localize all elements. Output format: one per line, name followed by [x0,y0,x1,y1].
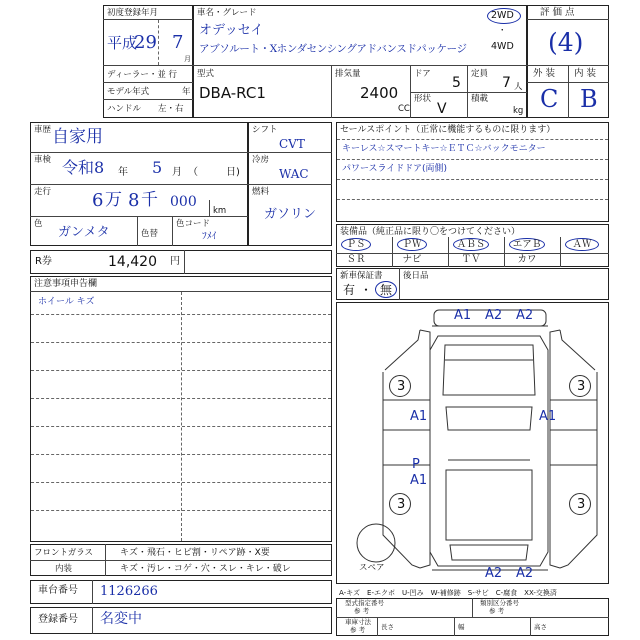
equip-airbag: エアＢ [512,239,542,250]
score-value: (4) [548,28,584,57]
after-items-label: 後日品 [403,271,429,281]
damage-right-front-door: A1 [539,409,557,424]
score-label: 評 価 点 [540,7,575,18]
color-code-label: 色コード [176,219,211,229]
warranty-label: 新車保証書 [340,271,383,281]
equipment-title: 装備品（純正品に限り〇をつけてください） [340,227,521,237]
damage-legend: A-キズ E-エクボ U-凹み W-補修跡 S-サビ C-腐食 XX-交換済 [339,589,557,597]
load-unit: kg [513,106,524,116]
ac-value: WAC [279,167,309,181]
damage-front-right: A2 [516,308,534,323]
sales-point-1: キーレス☆スマートキー☆ＥＴＣ☆バックモニター [342,144,546,154]
displacement-label: 排気量 [335,69,361,79]
inspection-day-unit: 日) [226,167,240,178]
handle-label: ハンドル [107,104,142,114]
damage-wheel-fr: 3 [577,379,586,394]
ac-label: 冷房 [252,155,270,165]
recycle-label: R券 [35,256,52,267]
footer-length-label: 車庫寸法 [345,618,371,626]
sales-points-title: セールスポイント（正常に機能するものに限ります） [340,125,556,135]
notes-title: 注意事項申告欄 [34,279,98,289]
fuel-label: 燃料 [252,187,270,197]
warranty-yes: 有 [343,283,356,297]
damage-left-rear-a1: A1 [410,473,428,488]
equip-tv: ＴＶ [461,254,481,265]
footer-l-label: 長さ [381,623,394,631]
chassis-label: 車台番号 [38,585,78,596]
car-name: オデッセイ [199,23,264,38]
notes-line-1: ホイール キズ [38,297,95,307]
capacity-unit: 人 [514,82,523,92]
displacement-value: 2400 [360,84,399,102]
mileage-10k: 6 [92,190,104,211]
equip-aw: ＡＷ [572,239,592,250]
inspection-month: 5 [152,158,163,177]
mileage-rest: 000 [170,194,197,210]
equip-sr: ＳＲ [346,254,366,265]
displacement-unit: CC [398,104,410,114]
damage-front-center: A2 [485,308,503,323]
fuel-value: ガソリン [264,207,317,222]
color-value: ガンメタ [58,225,110,240]
first-reg-month: 7 [172,32,184,53]
damage-left-rear-p: P [412,457,420,472]
doors-value: 5 [452,75,461,91]
usage-value: 自家用 [52,127,103,147]
model-year-unit: 年 [182,87,191,97]
inspection-month-unit: 月 [172,167,182,178]
footer-length-sub: 参 考 [350,626,366,634]
warranty-no: 無 [380,283,393,297]
handle-options: 左・右 [158,104,184,114]
registration-label: 登録番号 [38,614,78,625]
equip-abs: ＡＢＳ [456,239,486,250]
usage-label: 車歴 [34,125,52,135]
damage-front-left: A1 [454,308,472,323]
drive-dot: ・ [498,26,507,36]
load-label: 積載 [471,94,489,104]
car-grade: アブソルート・Xホンダセンシングアドバンスドパッケージ [199,43,467,55]
mileage-label: 走行 [34,187,52,197]
footer-model-sub: 参 考 [354,607,370,615]
windshield-options: キズ・飛石・ヒビ割・リペア跡・X要 [120,548,270,558]
recycle-unit: 円 [170,256,180,267]
inspection-label: 車検 [34,155,52,165]
color-change-label: 色替 [141,229,159,239]
inspection-year-unit: 年 [118,167,128,178]
footer-model-label: 型式指定番号 [345,599,384,607]
model-label: 型式 [197,69,215,79]
interior-label: 内 装 [574,68,597,79]
car-name-grade-label: 車名・グレード [197,8,257,18]
exterior-value: C [540,85,559,113]
interior-check-options: キズ・汚レ・コゲ・穴・スレ・キレ・破レ [120,564,291,574]
first-reg-era: 平成 [107,34,138,52]
footer-class-label: 類別区分番号 [480,599,519,607]
inspection-paren: （ [188,167,198,178]
windshield-label: フロントガラス [34,548,93,558]
first-reg-year: 29 [134,32,157,53]
exterior-label: 外 装 [533,68,556,79]
damage-wheel-rr: 3 [577,497,586,512]
drive-4wd: 4WD [491,41,514,52]
shape-value: V [437,101,447,117]
warranty-sep: ・ [360,283,373,297]
damage-wheel-rl: 3 [397,497,406,512]
damage-left-front-door: A1 [410,409,428,424]
equip-pw: ＰＷ [402,239,422,250]
color-label: 色 [34,219,43,229]
recycle-amount: 14,420 [108,254,157,270]
mileage-unit: km [213,206,227,216]
equip-navi: ナビ [402,254,422,265]
shape-label: 形状 [414,94,432,104]
shift-label: シフト [252,125,278,135]
dealer-label: ディーラー・並 行 [107,70,178,80]
model-value: DBA-RC1 [199,84,266,102]
capacity-value: 7 [502,75,511,91]
damage-rear-left: A2 [485,566,503,581]
equip-leather: カワ [517,254,537,265]
drive-2wd: 2WD [491,10,514,21]
capacity-label: 定員 [471,69,489,79]
first-reg-month-unit: 月 [184,55,191,63]
equip-ps: ＰＳ [346,239,366,250]
footer-h-label: 高さ [534,623,547,631]
damage-rear-right: A2 [516,566,534,581]
registration-value: 名変中 [100,611,142,627]
shift-value: CVT [279,137,305,151]
mileage-1k-unit: 千 [141,190,158,210]
spare-label: スペア [359,563,385,573]
mileage-10k-unit: 万 [105,190,122,210]
sales-point-2: パワースライドドア(両側) [342,164,448,174]
damage-wheel-fl: 3 [397,379,406,394]
mileage-1k: 8 [128,190,140,211]
interior-value: B [580,85,598,113]
chassis-value: 1126266 [100,584,158,599]
interior-check-label: 内装 [55,564,73,574]
model-year-label: モデル年式 [107,87,150,97]
first-reg-label: 初度登録年月 [107,8,159,18]
doors-label: ドア [414,69,431,79]
color-code-value: ﾌﾒｲ [202,231,217,242]
footer-w-label: 幅 [458,623,465,631]
footer-class-sub: 参 考 [489,607,505,615]
inspection-era: 令和8 [62,158,105,177]
